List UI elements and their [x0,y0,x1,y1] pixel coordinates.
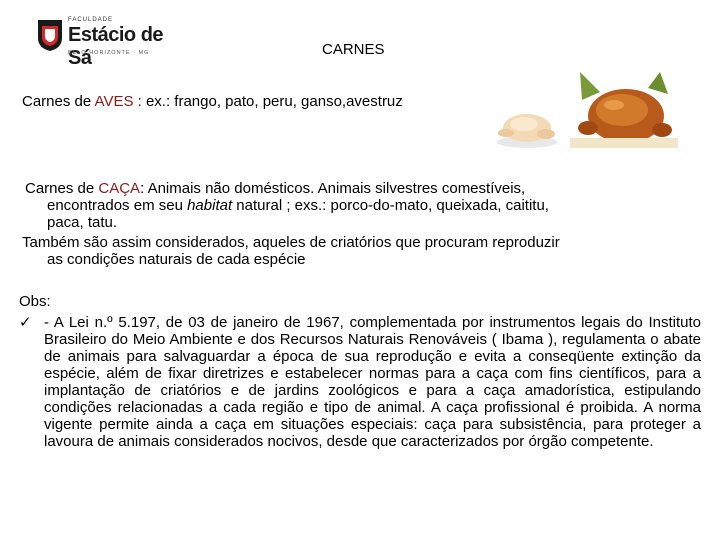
caca-line1-rest: : Animais não domésticos. Animais silvestres comestíveis, [140,180,526,197]
logo-city: BELO HORIZONTE · MG [68,50,150,56]
caca-line2-a: encontrados em seu [47,197,188,214]
habitat-word: habitat [187,197,233,214]
also-considered-line-2: as condições naturais de cada espécie [47,251,306,268]
caca-line-3: paca, tatu. [47,214,118,231]
shield-icon [36,18,64,52]
obs-label: Obs: [19,293,51,310]
caca-prefix: Carnes de [25,180,99,197]
aves-prefix: Carnes de [22,93,95,110]
logo-brand: Estácio de Sá [68,24,164,69]
estacio-logo [36,14,170,69]
checkmark-icon: ✓ [19,314,32,331]
aves-line [22,93,403,110]
raw-chicken-image [494,100,560,150]
caca-line-1 [25,180,525,197]
caca-line-2 [47,197,549,214]
obs-item [19,314,701,450]
also-considered-line-1: Também são assim considerados, aqueles de criatórios que procuram reproduzir [22,234,560,251]
caca-line2-b: natural ; exs.: porco-do-mato, queixada, caititu, [232,197,549,214]
aves-highlight: AVES [94,93,134,110]
caca-highlight: CAÇA [98,180,141,197]
page-title: CARNES [322,41,385,58]
roast-turkey-image [570,72,678,148]
logo-top-text: FACULDADE [68,17,114,23]
obs-text: - A Lei n.º 5.197, de 03 de janeiro de 1967, complementada por instrumentos legais do Instituto Brasileiro do Meio Ambiente e dos Recursos Naturais Renováveis ( Ibama ), regulamenta o abate de animais para salvaguardar a época de sua reprodução e evita a conseqüente extinção da espécie, além de fixar diretrizes e estabelecer normas para a caça com fins científicos, para a implantação de criatórios e de jardins zoológicos e para a caça amadorística, estipulando condições relacionadas a cada região e tipo de animal. A caça profissional é proibida. A norma vigente permite ainda a caça em situações especiais: caça para subsistência, para proteger a lavoura de animais considerados nocivos, desde que caracterizados por órgão competente. [44,314,701,450]
aves-rest: : ex.: frango, pato, peru, ganso,avestruz [133,93,403,110]
